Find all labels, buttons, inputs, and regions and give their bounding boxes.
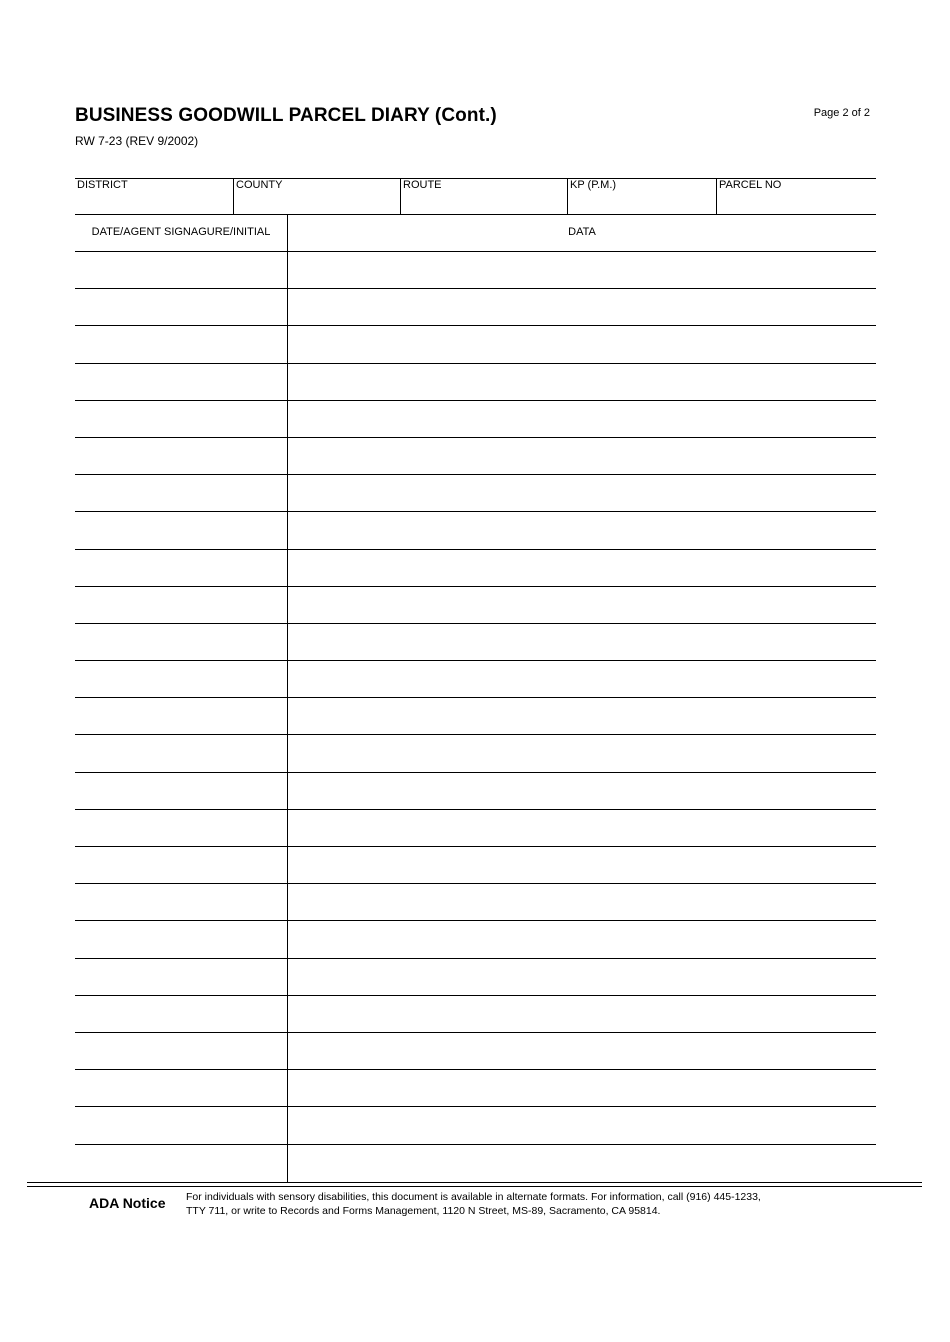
route-field[interactable]	[401, 179, 567, 215]
table-row	[75, 624, 876, 661]
kp-pm-label: KP (P.M.)	[570, 179, 617, 191]
data-cell[interactable]	[288, 512, 876, 548]
date-agent-cell[interactable]	[75, 475, 288, 511]
data-cell[interactable]	[288, 1033, 876, 1069]
table-row	[75, 810, 876, 847]
date-agent-cell[interactable]	[75, 1033, 288, 1069]
date-agent-cell[interactable]	[75, 364, 288, 400]
footer-divider	[27, 1186, 922, 1187]
table-row	[75, 438, 876, 475]
date-agent-cell[interactable]	[75, 252, 288, 288]
date-agent-cell[interactable]	[75, 1145, 288, 1182]
log-rows	[75, 252, 876, 1182]
table-row	[75, 587, 876, 624]
table-row	[75, 884, 876, 921]
data-cell[interactable]	[288, 996, 876, 1032]
table-row	[75, 996, 876, 1033]
date-agent-cell[interactable]	[75, 810, 288, 846]
kp-pm-field[interactable]	[568, 179, 716, 215]
date-agent-cell[interactable]	[75, 847, 288, 883]
table-row	[75, 698, 876, 735]
data-cell[interactable]	[288, 810, 876, 846]
form-number: RW 7-23 (REV 9/2002)	[75, 134, 199, 148]
route-label: ROUTE	[403, 179, 442, 191]
data-cell[interactable]	[288, 735, 876, 771]
table-row	[75, 773, 876, 810]
date-agent-cell[interactable]	[75, 587, 288, 623]
data-cell[interactable]	[288, 587, 876, 623]
data-cell[interactable]	[288, 1145, 876, 1182]
table-row	[75, 1145, 876, 1182]
table-row	[75, 326, 876, 363]
ada-notice-text	[186, 1190, 826, 1218]
data-cell[interactable]	[288, 252, 876, 288]
table-row	[75, 735, 876, 772]
parcel-no-field[interactable]	[717, 179, 876, 215]
data-cell[interactable]	[288, 773, 876, 809]
data-cell[interactable]	[288, 326, 876, 362]
date-agent-cell[interactable]	[75, 401, 288, 437]
data-cell[interactable]	[288, 438, 876, 474]
date-agent-cell[interactable]	[75, 438, 288, 474]
data-cell[interactable]	[288, 550, 876, 586]
data-cell[interactable]	[288, 698, 876, 734]
table-row	[75, 1033, 876, 1070]
date-agent-cell[interactable]	[75, 512, 288, 548]
table-row	[75, 1107, 876, 1144]
date-agent-cell[interactable]	[75, 1107, 288, 1143]
ada-notice-label: ADA Notice	[89, 1195, 166, 1211]
date-agent-cell[interactable]	[75, 959, 288, 995]
ada-notice-line-2: TTY 711, or write to Records and Forms Management, 1120 N Street, MS-89, Sacramento, CA 95814.	[186, 1205, 661, 1217]
data-cell[interactable]	[288, 921, 876, 957]
table-row	[75, 921, 876, 958]
date-agent-cell[interactable]	[75, 289, 288, 325]
data-cell[interactable]	[288, 401, 876, 437]
data-cell[interactable]	[288, 1107, 876, 1143]
table-row	[75, 959, 876, 996]
table-row	[75, 550, 876, 587]
diary-log-table	[75, 215, 876, 1183]
date-agent-cell[interactable]	[75, 773, 288, 809]
data-column-header: DATA	[568, 226, 596, 238]
table-row	[75, 1070, 876, 1107]
parcel-header-fields	[75, 178, 876, 215]
table-row	[75, 847, 876, 884]
data-cell[interactable]	[288, 1070, 876, 1106]
log-header-row	[75, 215, 876, 252]
data-cell[interactable]	[288, 847, 876, 883]
date-agent-cell[interactable]	[75, 996, 288, 1032]
table-row	[75, 475, 876, 512]
district-label: DISTRICT	[77, 179, 128, 191]
table-row	[75, 252, 876, 289]
county-label: COUNTY	[236, 179, 283, 191]
date-agent-cell[interactable]	[75, 698, 288, 734]
parcel-no-label: PARCEL NO	[719, 179, 782, 191]
date-agent-column-header: DATE/AGENT SIGNAGURE/INITIAL	[91, 226, 271, 238]
table-row	[75, 401, 876, 438]
date-agent-cell[interactable]	[75, 884, 288, 920]
date-agent-cell[interactable]	[75, 1070, 288, 1106]
data-cell[interactable]	[288, 884, 876, 920]
county-field[interactable]	[234, 179, 400, 215]
ada-notice-line-1: For individuals with sensory disabilities, this document is available in alternate formats. For information, call (916) 445-1233,	[186, 1191, 761, 1203]
table-row	[75, 289, 876, 326]
data-cell[interactable]	[288, 289, 876, 325]
form-title: BUSINESS GOODWILL PARCEL DIARY (Cont.)	[75, 105, 497, 126]
data-cell[interactable]	[288, 959, 876, 995]
date-agent-cell[interactable]	[75, 735, 288, 771]
table-row	[75, 661, 876, 698]
footer-divider	[27, 1182, 922, 1183]
date-agent-cell[interactable]	[75, 326, 288, 362]
table-row	[75, 364, 876, 401]
data-cell[interactable]	[288, 364, 876, 400]
date-agent-cell[interactable]	[75, 661, 288, 697]
date-agent-cell[interactable]	[75, 921, 288, 957]
date-agent-cell[interactable]	[75, 624, 288, 660]
page-number: Page 2 of 2	[813, 107, 870, 119]
district-field[interactable]	[75, 179, 233, 215]
data-cell[interactable]	[288, 624, 876, 660]
table-row	[75, 512, 876, 549]
data-cell[interactable]	[288, 475, 876, 511]
data-cell[interactable]	[288, 661, 876, 697]
date-agent-cell[interactable]	[75, 550, 288, 586]
